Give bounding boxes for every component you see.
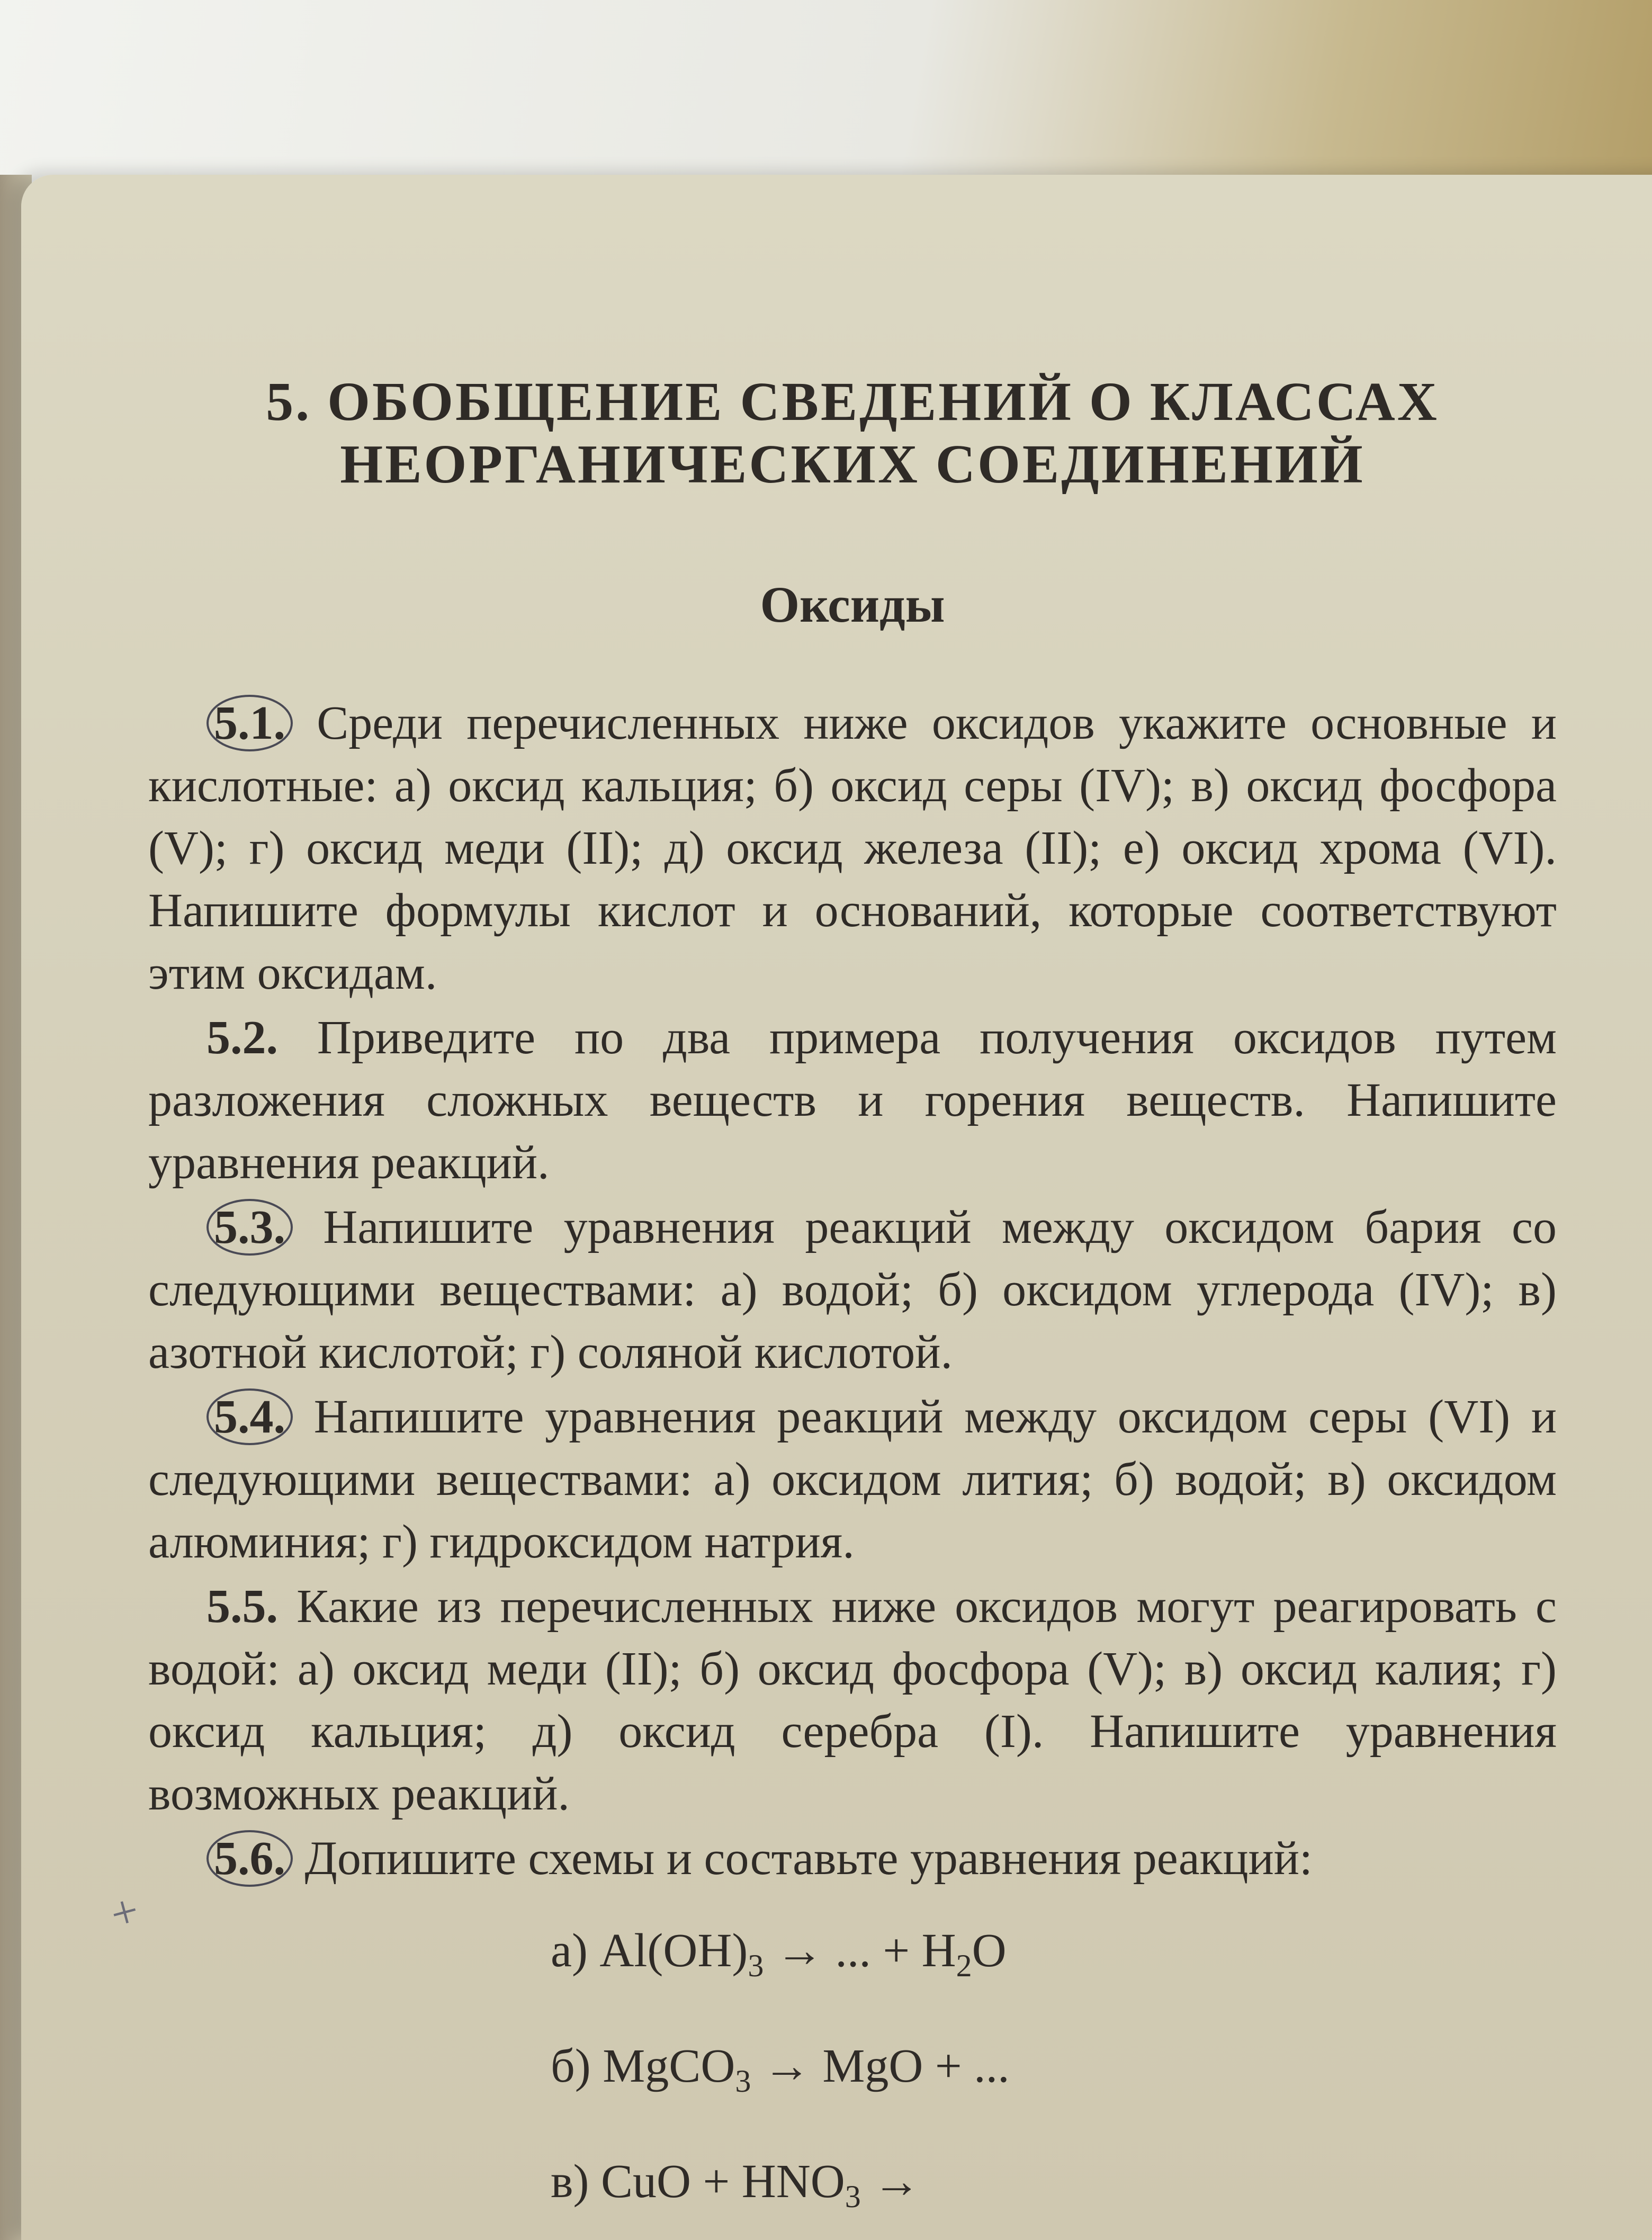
scheme-a-part-2: → ... + H <box>764 1924 956 1977</box>
page-content <box>148 371 1557 2236</box>
scheme-c-part-1: в) CuO + HNO <box>551 2155 845 2208</box>
task-number: 5.1. <box>206 695 293 751</box>
reaction-scheme-a <box>551 1911 1557 2005</box>
task-number: 5.6. <box>206 1830 293 1887</box>
task-text: Какие из перечисленных ниже оксидов могут реагировать с водой: а) оксид меди (II); б) оксид фосфора (V); в) оксид калия; г) оксид кальция; д) оксид серебра (I). Напишите уравнения возможных реакций. <box>148 1580 1557 1820</box>
task-5-1 <box>148 692 1557 1005</box>
pencil-plus-mark: + <box>105 1884 145 1941</box>
task-number: 5.3. <box>206 1199 293 1256</box>
task-5-4 <box>148 1386 1557 1573</box>
scheme-a-subscript-1: 3 <box>748 1948 764 1983</box>
task-5-6 <box>148 1827 1557 1890</box>
chapter-title-line-2: НЕОРГАНИЧЕСКИХ СОЕДИНЕНИЙ <box>340 434 1365 495</box>
scheme-c-subscript-1: 3 <box>845 2179 861 2214</box>
task-number: 5.2. <box>206 1011 278 1064</box>
scheme-b-part-1: б) MgCO <box>551 2040 735 2092</box>
task-5-3 <box>148 1196 1557 1384</box>
task-5-5 <box>148 1575 1557 1825</box>
scheme-a-part-1: а) Al(OH) <box>551 1924 748 1977</box>
task-5-2 <box>148 1007 1557 1194</box>
chapter-title-line-1: 5. ОБОБЩЕНИЕ СВЕДЕНИЙ О КЛАССАХ <box>266 371 1439 432</box>
task-number: 5.4. <box>206 1388 293 1445</box>
scheme-b-subscript-1: 3 <box>735 2064 751 2099</box>
chapter-title <box>148 371 1557 496</box>
scheme-b-part-2: → MgO + ... <box>751 2040 1010 2092</box>
task-text: Напишите уравнения реакций между оксидом бария со следующими веществами: а) водой; б) оксидом углерода (IV); в) азотной кислотой; г) соляной кислотой. <box>148 1201 1557 1378</box>
section-title: Оксиды <box>760 576 945 633</box>
scheme-c-part-2: → <box>860 2155 921 2208</box>
task-text: Среди перечисленных ниже оксидов укажите основные и кислотные: а) оксид кальция; б) оксид серы (IV); в) оксид фосфора (V); г) оксид меди (II); д) оксид железа (II); е) оксид хрома (VI). Напишите формулы кислот и оснований, которые соответствуют этим оксидам. <box>148 697 1557 999</box>
task-text: Допишите схемы и составьте уравнения реакций: <box>304 1832 1313 1885</box>
task-text: Напишите уравнения реакций между оксидом серы (VI) и следующими веществами: а) оксидом лития; б) водой; в) оксидом алюминия; г) гидроксидом натрия. <box>148 1391 1557 1568</box>
scheme-a-subscript-2: 2 <box>956 1948 972 1983</box>
reaction-scheme-c <box>551 2142 1557 2236</box>
scheme-a-part-3: O <box>972 1924 1007 1977</box>
reaction-scheme-b <box>551 2027 1557 2121</box>
task-text: Приведите по два примера получения оксидов путем разложения сложных веществ и горения веществ. Напишите уравнения реакций. <box>148 1011 1557 1189</box>
task-number: 5.5. <box>206 1580 278 1633</box>
